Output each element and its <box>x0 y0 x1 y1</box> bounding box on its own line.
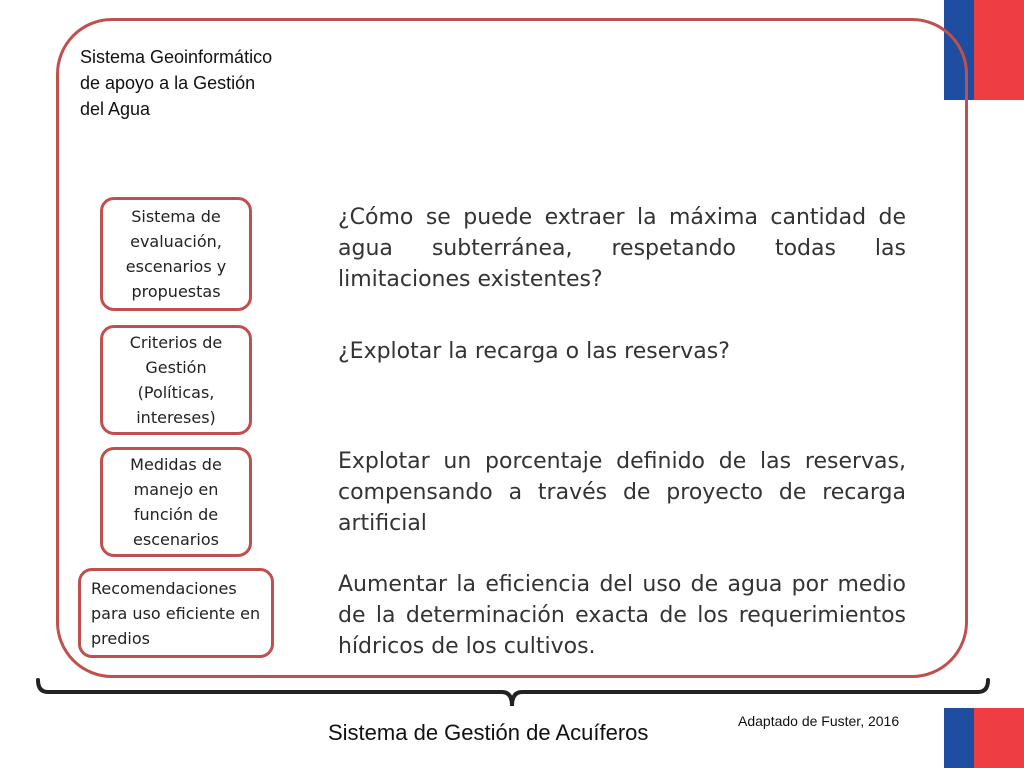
box-management-measures <box>100 447 252 557</box>
box-evaluation-system <box>100 197 252 311</box>
box-management-criteria <box>100 325 252 435</box>
question-recharge-or-reserves: ¿Explotar la recarga o las reservas? <box>338 339 730 364</box>
question-max-extraction: ¿Cómo se puede extraer la máxima cantidad de agua subterránea, respetando todas las limitaciones existentes? <box>338 205 906 292</box>
answer-exploit-reserves: Explotar un porcentaje definido de las reservas, compensando a través de proyecto de recarga artificial <box>338 449 906 536</box>
flag-stripe-bottom-red <box>974 708 1024 768</box>
box-recommendations <box>78 568 274 658</box>
bottom-title: Sistema de Gestión de Acuíferos <box>328 720 649 745</box>
flag-stripe-top-red <box>974 0 1024 100</box>
box-evaluation-system-label: Sistema de evaluación, escenarios y propuestas <box>125 207 227 301</box>
box-recommendations-label: Recomendaciones para uso eficiente en predios <box>91 578 261 648</box>
answer-increase-efficiency: Aumentar la eficiencia del uso de agua por medio de la determinación exacta de los requerimientos hídricos de los cultivos. <box>338 572 906 659</box>
diagram-title: Sistema Geoinformático de apoyo a la Gestión del Agua <box>80 47 273 119</box>
box-management-measures-label: Medidas de manejo en función de escenarios <box>130 455 222 549</box>
box-management-criteria-label: Criterios de Gestión (Políticas, intereses) <box>129 333 223 427</box>
bottom-brace <box>34 676 994 716</box>
flag-stripe-bottom-blue <box>944 708 974 768</box>
source-credit: Adaptado de Fuster, 2016 <box>738 713 900 729</box>
